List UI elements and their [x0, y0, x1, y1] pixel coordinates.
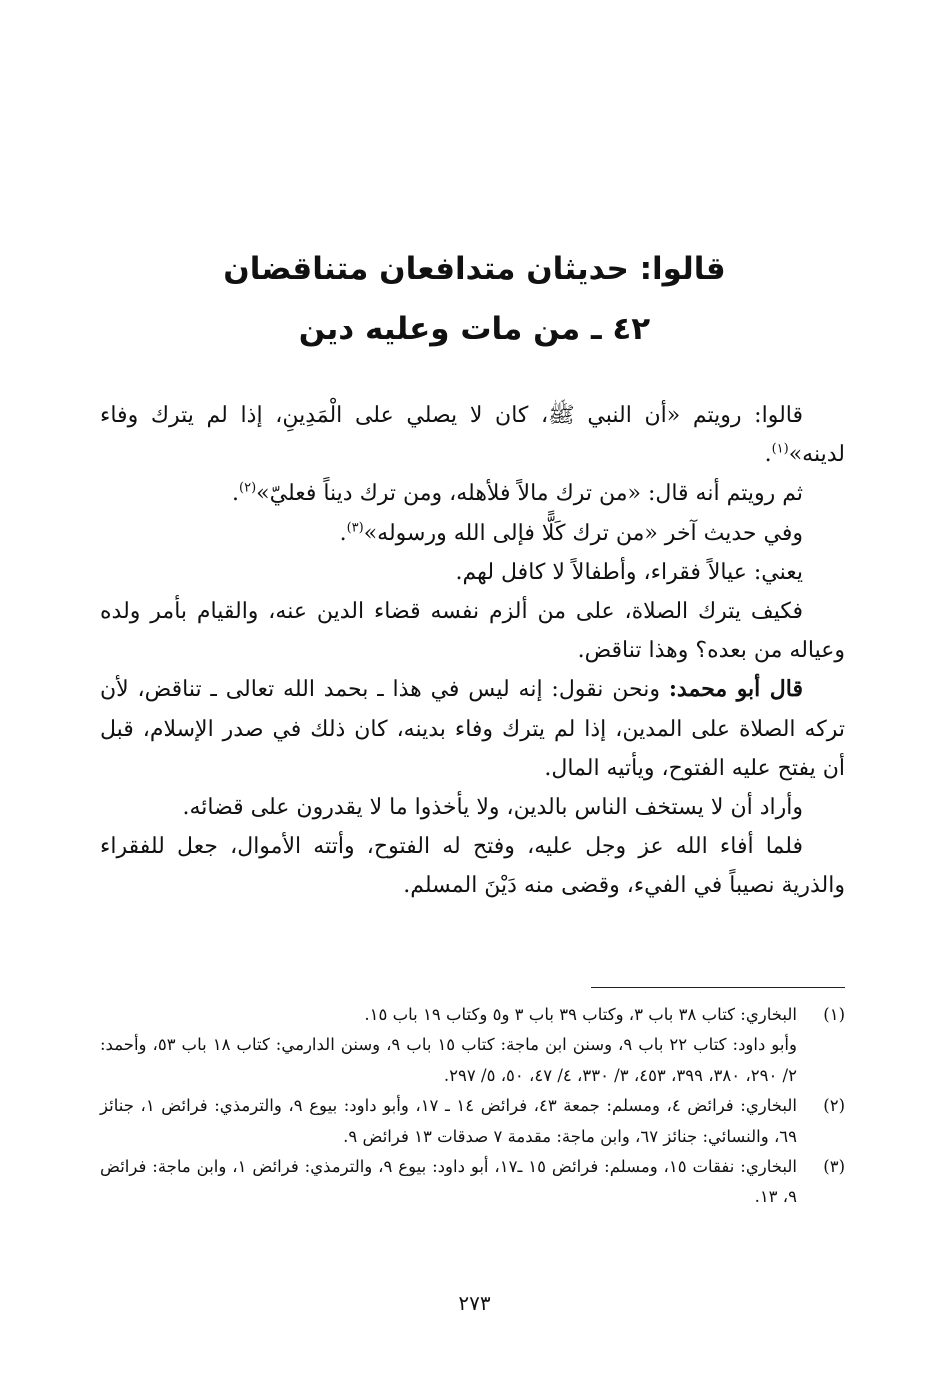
- footnote-text: [100, 1091, 797, 1152]
- footnote-line: وأبو داود: كتاب ٢٢ باب ٩، وسنن ابن ماجة: كتاب ١٥ باب ٩، وسنن الدارمي: كتاب ١٨ باب ٥٣، وأحمد: ٢/ ٢٩٠، ٣٨٠، ٣٩٩، ٤٥٣، ٣/ ٣٣٠، ٤/ ٤٧، ٥٠، ٥/ ٢٩٧.: [100, 1035, 797, 1085]
- paragraph-punctuation: .: [764, 442, 772, 468]
- footnote: [100, 1000, 845, 1091]
- footnote: [100, 1091, 845, 1152]
- paragraph: [100, 827, 845, 905]
- footnote-text: [100, 1000, 797, 1091]
- footnote-reference[interactable]: (٢): [239, 481, 257, 497]
- footnote-line: البخاري: فرائض ٤، ومسلم: جمعة ٤٣، فرائض ١٤ ـ ١٧، وأبو داود: بيوع ٩، والترمذي: فرائض ١، جنائز ٦٩، والنسائي: جنائز ٦٧، وابن ماجة: مقدمة ٧ صدقات ١٣ فرائض ٩.: [100, 1096, 797, 1146]
- paragraph: [100, 592, 845, 670]
- footnote-line: البخاري: كتاب ٣٨ باب ٣، وكتاب ٣٩ باب ٣ و٥ وكتاب ١٩ باب ١٥.: [364, 1005, 797, 1024]
- footnote-separator: [591, 987, 845, 988]
- footnote-text: [100, 1152, 797, 1213]
- paragraph-text: يعني: عيالاً فقراء، وأطفالاً لا كافل لهم.: [455, 559, 803, 585]
- paragraph: [100, 396, 845, 474]
- paragraph-punctuation: .: [339, 520, 347, 546]
- footnote-line: البخاري: نفقات ١٥، ومسلم: فرائض ١٥ ـ١٧، أبو داود: بيوع ٩، والترمذي: فرائض ١، وابن ماجة: فرائض ٩، ١٣.: [100, 1157, 797, 1207]
- footnote: [100, 1152, 845, 1213]
- paragraph-text: فلما أفاء الله عز وجل عليه، وفتح له الفتوح، وأتته الأموال، جعل للفقراء والذرية نصيباً في الفيء، وقضى منه دَيْنَ المسلم.: [100, 834, 845, 899]
- footnote-number: (٣): [823, 1157, 845, 1177]
- paragraph-text: ثم رويتم أنه قال: «من ترك مالاً فلأهله، ومن ترك ديناً فعليّ»: [256, 481, 803, 507]
- footnote-number: (١): [823, 1005, 845, 1024]
- paragraph: [100, 474, 845, 513]
- footnote-reference[interactable]: (١): [771, 441, 789, 457]
- page-number: ٢٧٣: [458, 1291, 491, 1315]
- paragraph-punctuation: .: [232, 481, 239, 507]
- footnotes: [100, 1000, 845, 1213]
- paragraph-text: قالوا: رويتم «أن النبي ﷺ، كان لا يصلي على الْمَدِينِ، إذا لم يترك وفاء لدينه»: [100, 403, 845, 468]
- chapter-title: قالوا: حديثان متدافعان متناقضان: [223, 251, 726, 287]
- paragraph: [100, 514, 845, 553]
- paragraph-lead: قال أبو محمد:: [668, 676, 804, 703]
- section-title: ٤٢ ـ من مات وعليه دين: [298, 311, 651, 347]
- footnote-number: (٢): [823, 1096, 845, 1116]
- paragraph: [100, 670, 845, 788]
- paragraph: [100, 553, 845, 592]
- paragraph-text: وفي حديث آخر «من ترك كَلًّا فإلى الله ورسوله»: [363, 520, 803, 546]
- body-text: [100, 396, 845, 906]
- paragraph-text: ونحن نقول: إنه ليس في هذا ـ بحمد الله تعالى ـ تناقض، لأن تركه الصلاة على المدين، إذا لم يترك وفاء بدينه، كان ذلك في صدر الإسلام، قبل أن يفتح عليه الفتوح، ويأتيه المال.: [100, 677, 845, 781]
- paragraph: [100, 788, 845, 827]
- paragraph-text: وأراد أن لا يستخف الناس بالدين، ولا يأخذوا ما لا يقدرون على قضائه.: [182, 795, 803, 821]
- footnote-reference[interactable]: (٣): [346, 520, 364, 536]
- paragraph-text: فكيف يترك الصلاة، على من ألزم نفسه قضاء الدين عنه، والقيام بأمر ولده وعياله من بعده؟ وهذا تناقض.: [100, 599, 845, 664]
